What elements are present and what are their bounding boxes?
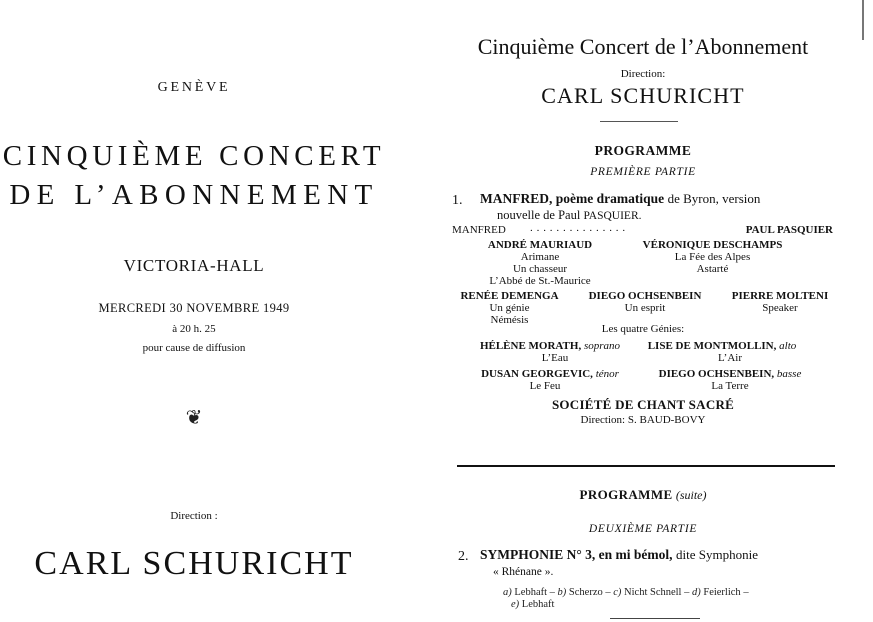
genies-label: Les quatre Génies: [601,323,685,335]
manfred-actor: PAUL PASQUIER [745,224,833,236]
genie3-role: Le Feu [529,380,561,392]
programme-suite-title [433,487,853,503]
item1-number: 1. [452,193,463,208]
movements-line1 [503,587,749,598]
item2-number: 2. [458,549,469,564]
cast-c-role2: Némésis [490,314,529,326]
movement-e: Lebhaft [521,599,555,610]
item2-desc: dite Symphonie [676,547,758,562]
manfred-role: MANFRED [452,224,506,236]
item1-desc-line2: nouvelle de Paul [497,208,581,222]
genie2-singer: LISE DE MONTMOLLIN, [647,340,777,352]
genie4-singer: DIEGO OCHSENBEIN, [658,368,775,380]
movement-sep-3: – [684,587,690,598]
movement-sep-2: – [605,587,611,598]
item1-line2 [497,208,642,223]
left-direction-label: Direction : [170,510,218,522]
movement-d: Feierlich [703,587,741,598]
cast-a-role3: L’Abbé de St.-Maurice [489,275,591,287]
item1-title: MANFRED, poème dramatique [480,191,665,206]
genie2-role: L’Air [717,352,743,364]
concert-title-line1: CINQUIÈME CONCERT [2,140,386,172]
header-title: Cinquième Concert de l’Abonnement [477,34,809,59]
genie3-line [470,368,630,380]
manfred-leader-dots: . . . . . . . . . . . . . . . [530,222,626,234]
choir-name: SOCIÉTÉ DE CHANT SACRÉ [551,397,735,412]
item2-title: SYMPHONIE N° 3, en mi bémol, [480,547,673,562]
movement-b: Scherzo [568,587,603,598]
header-direction-label: Direction: [620,68,666,80]
movement-b-letter: b) [557,587,567,598]
programme-suite-label-main: PROGRAMME [579,487,673,502]
item1-desc-name: PASQUIER. [583,210,642,222]
city-name: GENÈVE [157,80,231,95]
header-rule [600,121,678,122]
programme-title: PROGRAMME [594,143,692,158]
movement-d-letter: d) [691,587,701,598]
genie4-role: La Terre [711,380,749,392]
movement-a-letter: a) [503,587,512,598]
movement-c-letter: c) [613,587,622,598]
genie4-line [640,368,820,380]
genie1-voice: soprano [583,340,621,352]
movement-sep-4: – [743,587,749,598]
genie3-singer: DUSAN GEORGEVIC, [481,368,593,380]
programme-suite-label: (suite) [675,488,707,502]
cast-b-role2: Astarté [696,263,729,275]
page-edge-line [862,0,864,40]
cast-b-role1: La Fée des Alpes [674,251,751,263]
genie1-line [470,340,630,352]
genie4-voice: basse [776,368,802,380]
broadcast-note: pour cause de diffusion [142,342,246,354]
genie1-role: L’Eau [541,352,569,364]
bottom-rule [610,618,700,619]
movement-a: Lebhaft [514,587,548,598]
part-one-heading: PREMIÈRE PARTIE [590,166,696,178]
concert-date: MERCREDI 30 NOVEMBRE 1949 [98,301,290,315]
cast-d-role1: Un esprit [624,302,666,314]
ornament-icon: ❦ [185,407,203,429]
part-two-heading: DEUXIÈME PARTIE [588,523,698,535]
choir-direction-label: Direction: [580,414,626,426]
genie2-line [632,340,812,352]
genie2-voice: alto [779,340,797,352]
genie1-singer: HÉLÈNE MORATH, [479,340,582,352]
cast-a-actor: ANDRÉ MAURIAUD [487,239,593,251]
genie3-voice: ténor [595,368,619,380]
left-conductor-name: CARL SCHURICHT [34,545,354,582]
cast-b-actor: VÉRONIQUE DESCHAMPS [642,239,783,251]
movement-e-letter: e) [511,599,520,610]
concert-title-line2: DE L’ABONNEMENT [9,179,379,211]
cast-d-actor: DIEGO OCHSENBEIN [588,290,702,302]
item2-line1 [480,547,758,564]
header-conductor-name: CARL SCHURICHT [541,83,745,108]
cast-e-role1: Speaker [762,302,798,314]
cast-a-role2: Un chasseur [512,263,568,275]
cast-c-role1: Un génie [489,302,530,314]
section-divider [457,465,835,467]
item2-subtitle: « Rhénane ». [493,566,554,578]
concert-time: à 20 h. 25 [172,323,216,335]
cast-c-actor: RENÉE DEMENGA [460,290,559,302]
item1-desc-line1: de Byron, version [667,191,761,206]
choir-director: S. BAUD-BOVY [627,414,706,426]
item1-line1 [480,191,760,208]
choir-direction-line [433,414,853,426]
venue-name: VICTORIA-HALL [123,256,265,275]
cast-e-actor: PIERRE MOLTENI [731,290,829,302]
movement-c: Nicht Schnell [624,587,682,598]
movement-sep-1: – [549,587,555,598]
cast-a-role1: Arimane [520,251,560,263]
movements-line2 [511,599,554,610]
